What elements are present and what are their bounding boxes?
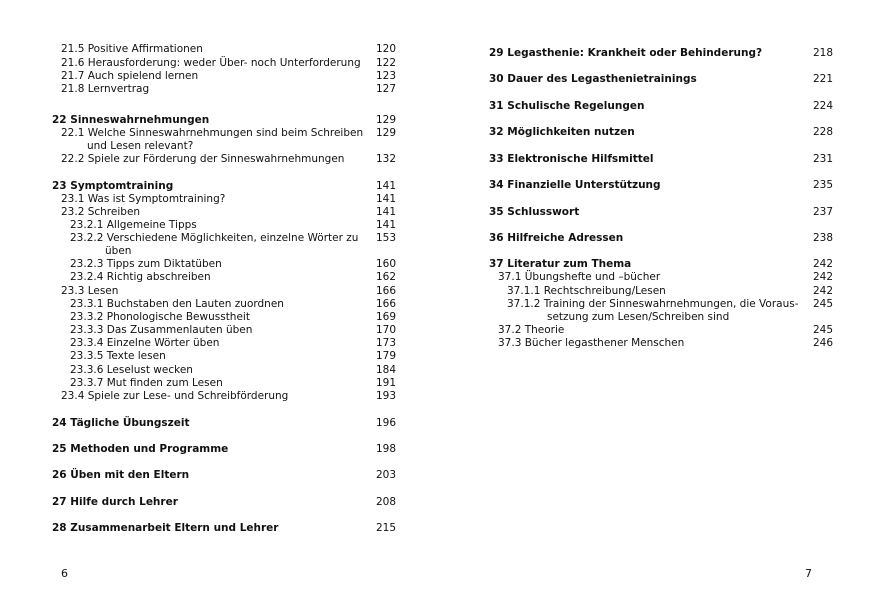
left-page: 21.5 Positive Affirmationen 120 21.6 Herausforderung: weder Über- noch Unterforderung 122 21.7 Auch spielend lernen 123 21.8 Lernvertrag 127 22 Sinneswahrnehmungen 129 22.1 Welche Sinneswahrnehmungen sind beim Schreiben 129 und Lesen relevant? 22.2 Spiele zur Förderung der Sinneswahrnehmungen 132 23 Symptomtraining 141 23.1 Was ist Symptomtraining? 141 23.2 Schreiben 141 23.2.1 Allgemeine Tipps 141 23.2.2 Verschiedene Möglichkeiten, einzelne Wörter zu 153 üben 23.2.3 Tipps zum Diktatüben 160 23.2.4 Richtig abschreiben 162 23.3 Lesen 166 23.3.1 Buchstaben den Lauten zuordnen 166 23.3.2 Phonologische Bewusstheit 169 23.3.3 Das Zusammenlauten üben 170 23.3.4 Einzelne Wörter üben 173 23.3.5 Texte lesen 179 23.3.6 Leselust wecken 184 23.3.7 Mut finden zum Lesen 191 23.4 Spiele zur Lese- und Schreibförderung 193 24 Tägliche Übungszeit 196 25 Methoden und Programme 198 26 Üben mit den Eltern 203 27 Hilfe durch Lehrer 208 28 Zusammenarbeit Eltern und Lehrer 215 6	[52, 43, 397, 580]
right-page: 29 Legasthenie: Krankheit oder Behinderung? 218 30 Dauer des Legasthenietrainings 221 31 Schulische Regelungen 224 32 Möglichkeiten nutzen 228 33 Elektronische Hilfsmittel 231 34 Finanzielle Unterstützung 235 35 Schlusswort 237 36 Hilfreiche Adressen 238 37 Literatur zum Thema 242 37.1 Übungshefte und –bücher 242 37.1.1 Rechtschreibung/Lesen 242 37.1.2 Training der Sinneswahrnehmungen, die Voraus- 245 setzung zum Lesen/Schreiben sind 37.2 Theorie 245 37.3 Bücher legasthener Menschen 246 7	[489, 47, 834, 580]
page-number: 7	[805, 567, 812, 580]
page-number: 6	[61, 567, 68, 580]
